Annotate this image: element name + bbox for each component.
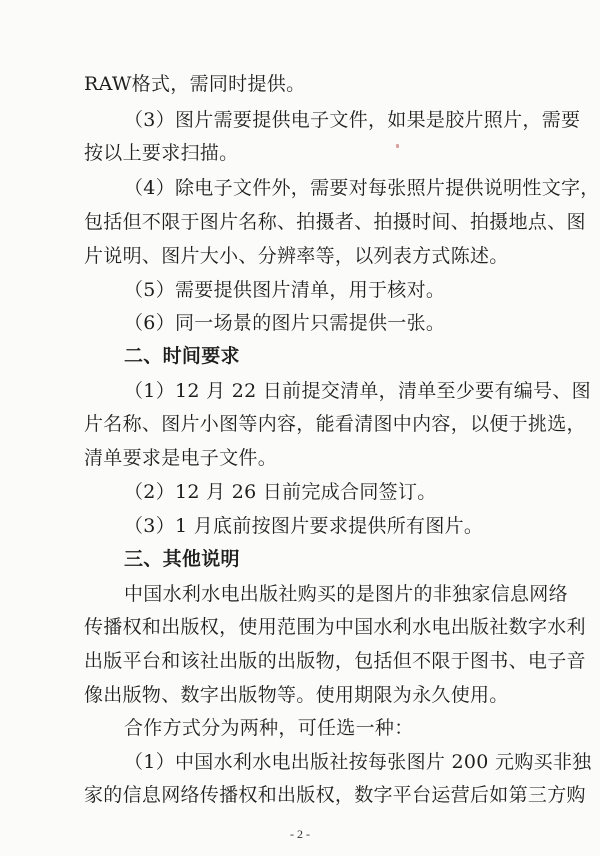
text-line: （3）1 月底前按图片要求提供所有图片。: [124, 515, 484, 537]
text-line: （1）中国水利水电出版社按每张图片 200 元购买非独: [124, 751, 592, 773]
text-line: 中国水利水电出版社购买的是图片的非独家信息网络: [124, 583, 568, 605]
text-line: 传播权和出版权，使用范围为中国水利水电出版社数字水利: [84, 616, 586, 638]
text-line: （6）同一场景的图片只需提供一张。: [124, 312, 446, 334]
text-line: （5）需要提供图片清单，用于核对。: [124, 279, 446, 301]
text-line: 合作方式分为两种，可任选一种：: [124, 717, 414, 739]
page-number: - 2 -: [290, 827, 310, 841]
text-line: 出版平台和该社出版的出版物，包括但不限于图书、电子音: [84, 650, 586, 672]
text-line: 像出版物、数字出版物等。使用期限为永久使用。: [84, 684, 509, 706]
text-line: （2）12 月 26 日前完成合同签订。: [124, 481, 437, 503]
text-line: 按以上要求扫描。: [84, 142, 239, 164]
text-line: 清单要求是电子文件。: [84, 447, 278, 469]
text-line: （4）除电子文件外，需要对每张照片提供说明性文字，: [124, 177, 600, 199]
text-line: （1）12 月 22 日前提交清单，清单至少要有编号、图: [124, 380, 591, 402]
text-line: （3）图片需要提供电子文件，如果是胶片照片，需要: [124, 109, 581, 131]
text-line: RAW格式，需同时提供。: [84, 73, 306, 95]
text-line: 片说明、图片大小、分辨率等，以列表方式陈述。: [84, 245, 509, 267]
text-line: 片名称、图片小图等内容，能看清图中内容，以便于挑选，: [84, 413, 586, 435]
section-heading: 二、时间要求: [124, 345, 240, 367]
text-line: 家的信息网络传播权和出版权，数字平台运营后如第三方购: [84, 784, 586, 806]
text-line: 包括但不限于图片名称、拍摄者、拍摄时间、拍摄地点、图: [84, 211, 586, 233]
section-heading: 三、其他说明: [124, 548, 240, 570]
